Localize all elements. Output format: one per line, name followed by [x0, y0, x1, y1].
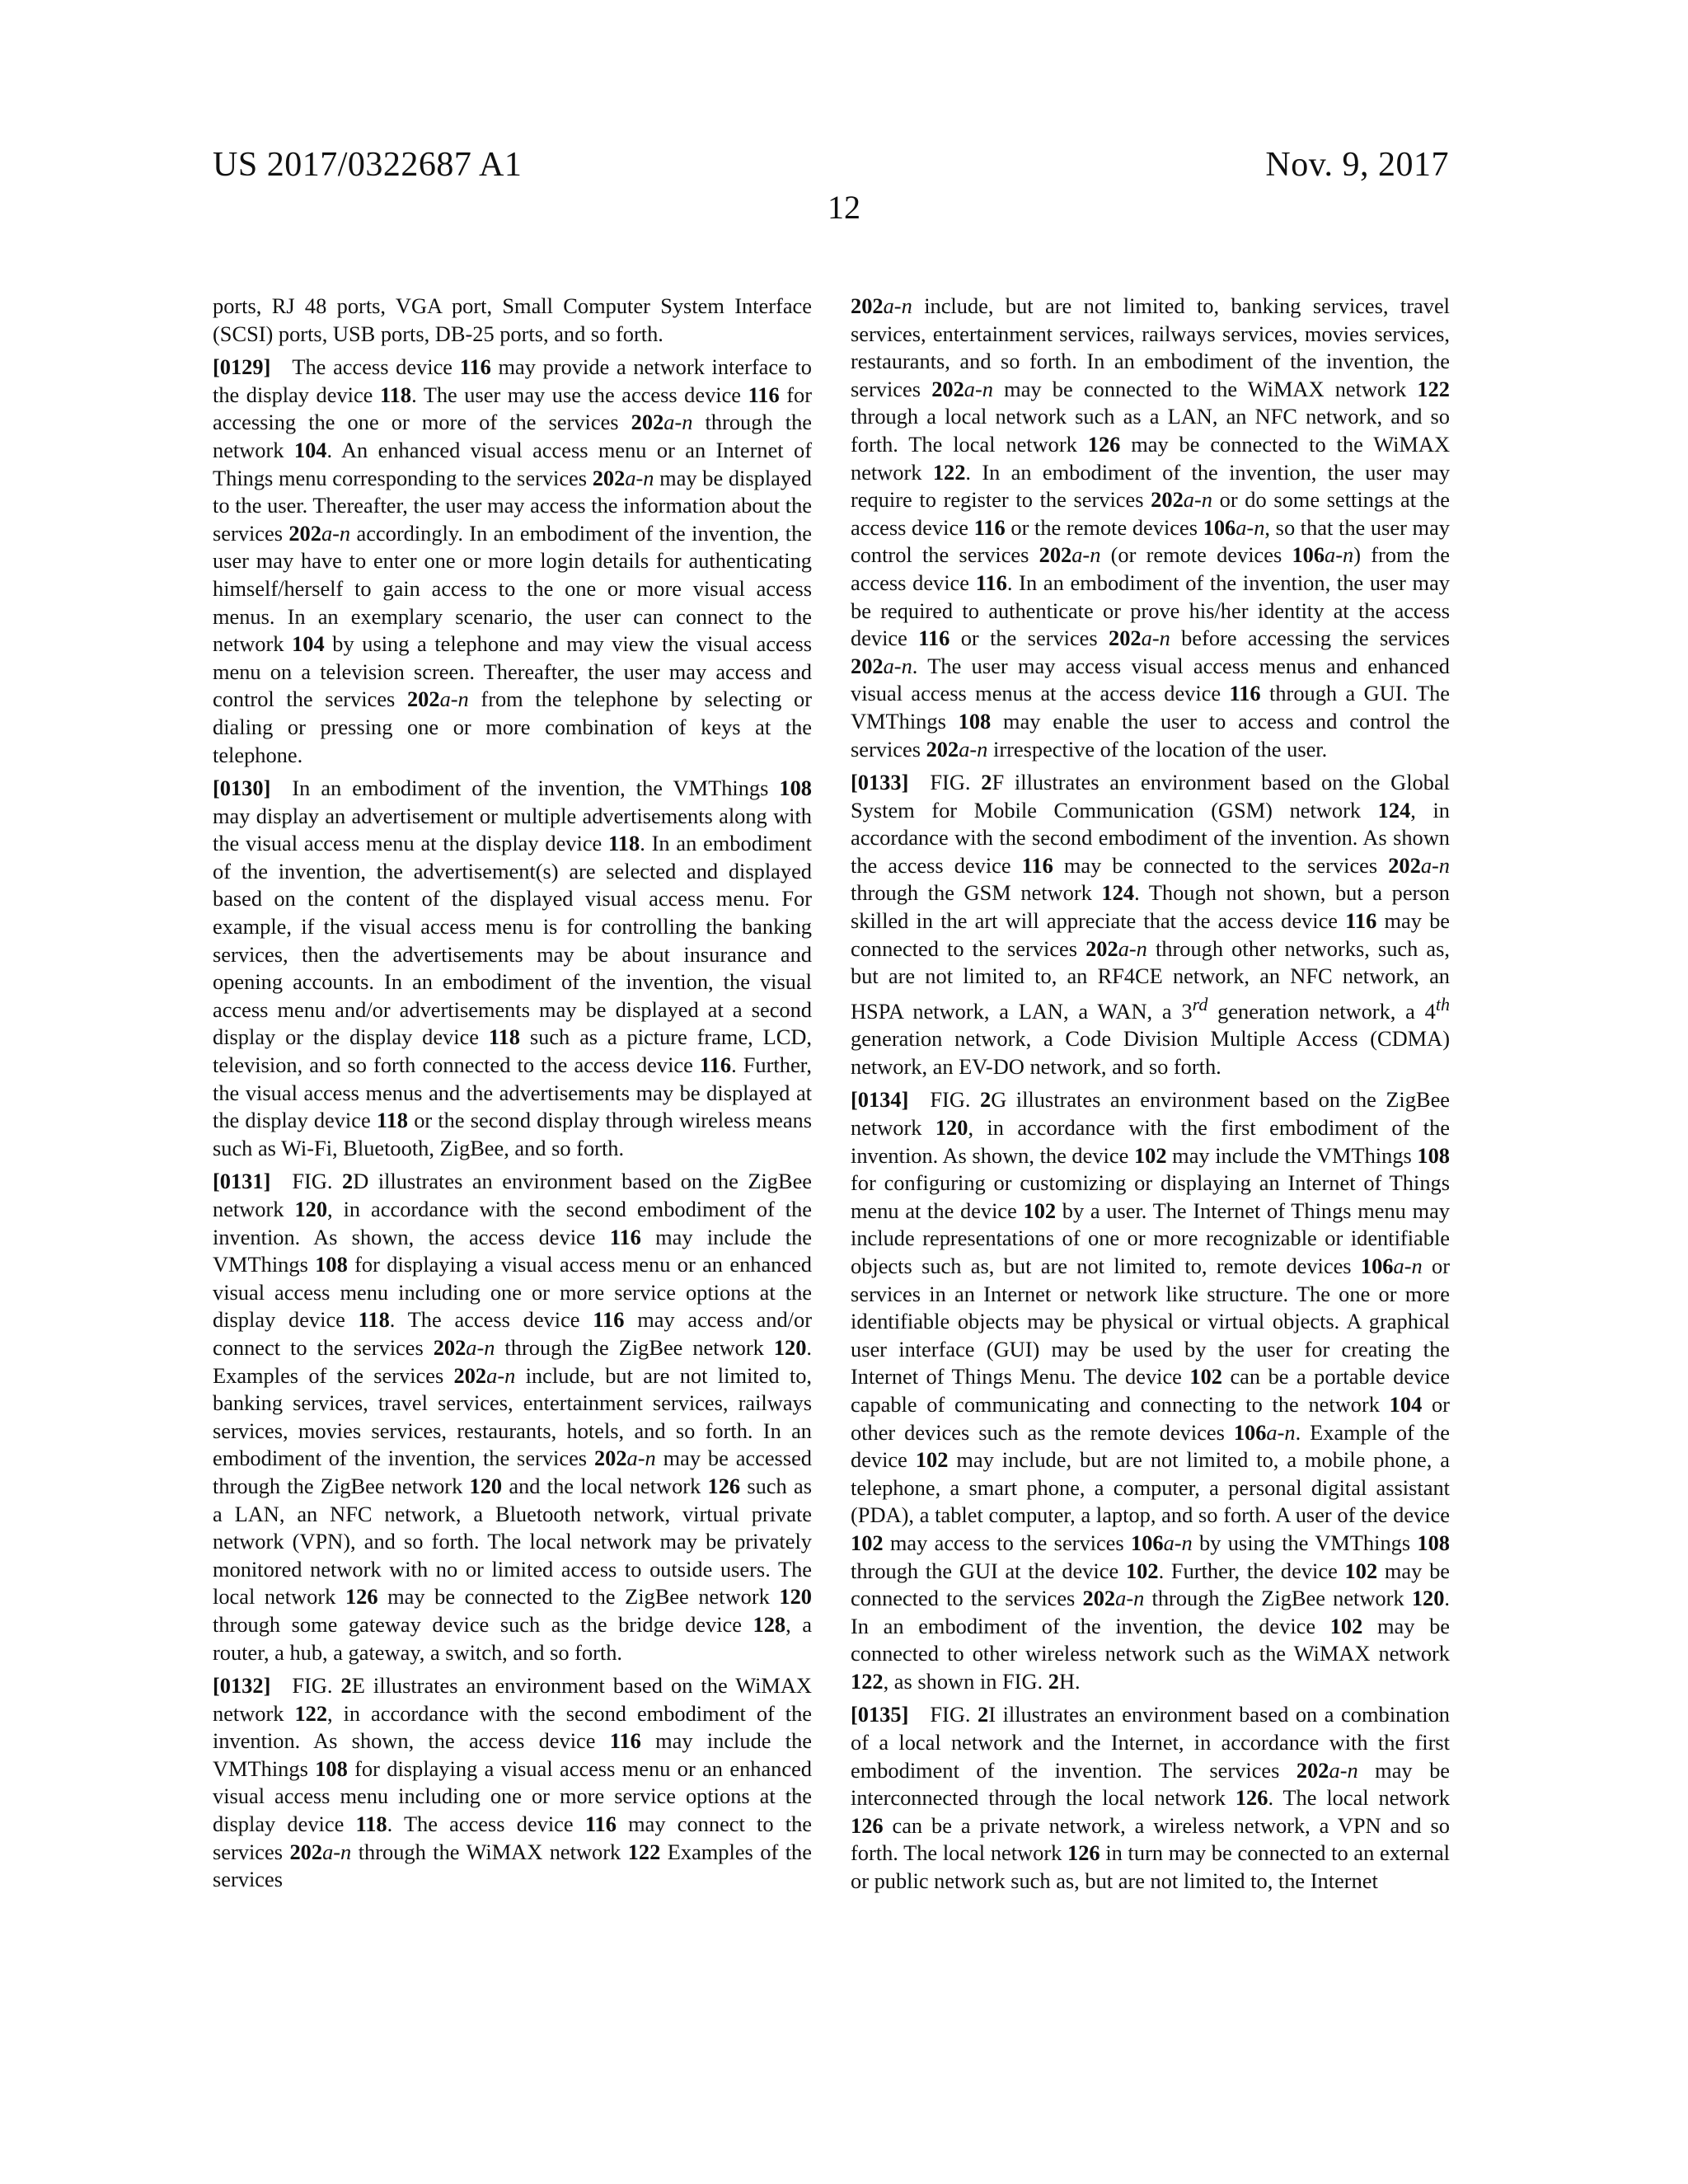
paragraph-number: [0132]	[213, 1673, 271, 1699]
paragraph	[213, 293, 812, 348]
paragraph	[851, 1086, 1450, 1695]
publication-number: US 2017/0322687 A1	[213, 146, 523, 184]
paragraph	[851, 1701, 1450, 1895]
paragraph-text: FIG. 2D illustrates an environment based on the ZigBee network 120, in accordance with the second embodiment of the invention. As shown, the access device 116 may include the VMThings 108 for displaying a visual access menu or an enhanced visual access menu including one or more service options at the display device 118. The access device 116 may access and/or connect to the services 202a-n through the ZigBee network 120. Examples of the services 202a-n include, but are not limited to, banking services, travel services, entertainment services, railways services, movies services, restaurants, hotels, and so forth. In an embodiment of the invention, the services 202a-n may be accessed through the ZigBee network 120 and the local network 126 such as a LAN, an NFC network, a Bluetooth network, virtual private network (VPN), and so forth. The local network may be privately monitored network with no or limited access to outside users. The local network 126 may be connected to the ZigBee network 120 through some gateway device such as the bridge device 128, a router, a hub, a gateway, a switch, and so forth.	[213, 1169, 813, 1665]
paragraph	[213, 775, 812, 1162]
paragraph-number: [0130]	[213, 776, 271, 801]
paragraph-text: FIG. 2F illustrates an environment based on the Global System for Mobile Communication (GSM) network 124, in accordance with the second embodiment of the invention. As shown the access device 116 may be connected to the services 202a-n through the GSM network 124. Though not shown, but a person skilled in the art will appreciate that the access device 116 may be connected to the services 202a-n through other networks, such as, but are not limited to, an RF4CE network, an NFC network, an HSPA network, a LAN, a WAN, a 3rd generation network, a 4th generation network, a Code Division Multiple Access (CDMA) network, an EV-DO network, and so forth.	[851, 770, 1451, 1079]
paragraph-text: FIG. 2E illustrates an environment based on the WiMAX network 122, in accordance with the second embodiment of the invention. As shown, the access device 116 may include the VMThings 108 for displaying a visual access menu or an enhanced visual access menu including one or more service options at the display device 118. The access device 116 may connect to the services 202a-n through the WiMAX network 122 Examples of the services	[213, 1673, 813, 1892]
paragraph-text: In an embodiment of the invention, the VMThings 108 may display an advertisement or multiple advertisements along with the visual access menu at the display device 118. In an embodiment of the invention, the advertisement(s) are selected and displayed based on the content of the displayed visual access menu. For example, if the visual access menu is for controlling the banking services, then the advertisements may be about insurance and opening accounts. In an embodiment of the invention, the visual access menu and/or advertisements may be displayed at a second display or the display device 118 such as a picture frame, LCD, television, and so forth connected to the access device 116. Further, the visual access menus and the advertisements may be displayed at the display device 118 or the second display through wireless means such as Wi-Fi, Bluetooth, ZigBee, and so forth.	[213, 776, 813, 1160]
right-column	[851, 293, 1450, 1901]
paragraph	[851, 769, 1450, 1080]
left-column	[213, 293, 812, 1900]
paragraph	[213, 1168, 812, 1666]
paragraph	[213, 354, 812, 769]
paragraph-number: [0134]	[851, 1087, 909, 1113]
paragraph-text: 202a-n include, but are not limited to, banking services, travel services, entertainment services, railways services, movies services, restaurants, and so forth. In an embodiment of the invention, the services 202a-n may be connected to the WiMAX network 122 through a local network such as a LAN, an NFC network, and so forth. The local network 126 may be connected to the WiMAX network 122. In an embodiment of the invention, the user may require to register to the services 202a-n or do some settings at the access device 116 or the remote devices 106a-n, so that the user may control the services 202a-n (or remote devices 106a-n) from the access device 116. In an embodiment of the invention, the user may be required to authenticate or prove his/her identity at the access device 116 or the services 202a-n before accessing the services 202a-n. The user may access visual access menus and enhanced visual access menus at the access device 116 through a GUI. The VMThings 108 may enable the user to access and control the services 202a-n irrespective of the location of the user.	[851, 293, 1451, 762]
paragraph-text: ports, RJ 48 ports, VGA port, Small Computer System Interface (SCSI) ports, USB ports, DB-25 ports, and so forth.	[213, 293, 812, 346]
paragraph-number: [0129]	[213, 354, 271, 380]
paragraph-text: FIG. 2I illustrates an environment based on a combination of a local network and the Internet, in accordance with the first embodiment of the invention. The services 202a-n may be interconnected through the local network 126. The local network 126 can be a private network, a wireless network, a VPN and so forth. The local network 126 in turn may be connected to an external or public network such as, but are not limited to, the Internet	[851, 1702, 1451, 1894]
paragraph-text: The access device 116 may provide a network interface to the display device 118. The user may use the access device 116 for accessing the one or more of the services 202a-n through the network 104. An enhanced visual access menu or an Internet of Things menu corresponding to the services 202a-n may be displayed to the user. Thereafter, the user may access the information about the services 202a-n accordingly. In an embodiment of the invention, the user may have to enter one or more login details for authenticating himself/herself to gain access to the one or more visual access menus. In an exemplary scenario, the user can connect to the network 104 by using a telephone and may view the visual access menu on a television screen. Thereafter, the user may access and control the services 202a-n from the telephone by selecting or dialing or pressing one or more combination of keys at the telephone.	[213, 354, 813, 767]
publication-date: Nov. 9, 2017	[1265, 146, 1449, 184]
paragraph-number: [0135]	[851, 1702, 909, 1727]
paragraph	[851, 293, 1450, 763]
paragraph-text: FIG. 2G illustrates an environment based on the ZigBee network 120, in accordance with the first embodiment of the invention. As shown, the device 102 may include the VMThings 108 for configuring or customizing or displaying an Internet of Things menu at the device 102 by a user. The Internet of Things menu may include representations of one or more recognizable or identifiable objects such as, but are not limited to, remote devices 106a-n or services in an Internet or network like structure. The one or more identifiable objects may be physical or virtual objects. A graphical user interface (GUI) may be used by the user for creating the Internet of Things Menu. The device 102 can be a portable device capable of communicating and connecting to the network 104 or other devices such as the remote devices 106a-n. Example of the device 102 may include, but are not limited to, a mobile phone, a telephone, a smart phone, a computer, a personal digital assistant (PDA), a tablet computer, a laptop, and so forth. A user of the device 102 may access to the services 106a-n by using the VMThings 108 through the GUI at the device 102. Further, the device 102 may be connected to the services 202a-n through the ZigBee network 120. In an embodiment of the invention, the device 102 may be connected to other wireless network such as the WiMAX network 122, as shown in FIG. 2H.	[851, 1087, 1451, 1694]
paragraph	[213, 1672, 812, 1894]
paragraph-number: [0131]	[213, 1169, 271, 1194]
page-number: 12	[828, 189, 860, 226]
paragraph-number: [0133]	[851, 770, 909, 795]
